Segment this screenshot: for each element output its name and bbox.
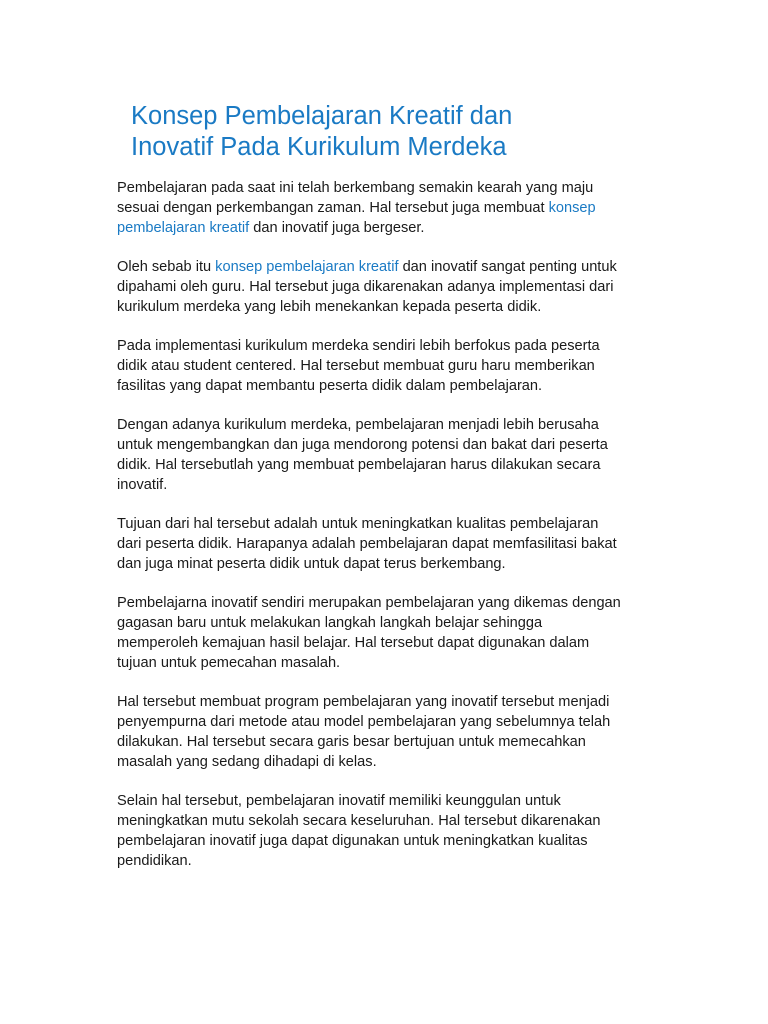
paragraph-line: tujuan untuk pemecahan masalah. <box>117 655 341 671</box>
paragraph-line: dilakukan. Hal tersebut secara garis besar bertujuan untuk memecahkan <box>117 734 586 750</box>
paragraph-line: Selain hal tersebut, pembelajaran inovatif memiliki keunggulan untuk <box>117 793 561 809</box>
paragraph-1-line-3 <box>117 218 687 238</box>
paragraph-6 <box>117 593 687 673</box>
title-line-2: Inovatif Pada Kurikulum Merdeka <box>131 133 507 161</box>
paragraph-line: dari peserta didik. Harapanya adalah pembelajaran dapat memfasilitasi bakat <box>117 536 617 552</box>
paragraph-line: Dengan adanya kurikulum merdeka, pembelajaran menjadi lebih berusaha <box>117 417 599 433</box>
paragraph-2-line-2: dipahami oleh guru. Hal tersebut juga dikarenakan adanya implementasi dari <box>117 279 614 295</box>
paragraph-1-line-1: Pembelajaran pada saat ini telah berkembang semakin kearah yang maju <box>117 180 594 196</box>
paragraph-line: pendidikan. <box>117 853 192 869</box>
paragraph-2 <box>117 257 687 317</box>
paragraph-1 <box>117 178 687 238</box>
paragraph-line: gagasan baru untuk melakukan langkah langkah belajar sehingga <box>117 615 543 631</box>
paragraph-2-line-1 <box>117 257 687 277</box>
paragraph-line: fasilitas yang dapat membantu peserta didik dalam pembelajaran. <box>117 378 543 394</box>
paragraph-line: Tujuan dari hal tersebut adalah untuk meningkatkan kualitas pembelajaran <box>117 516 599 532</box>
paragraph-line: masalah yang sedang dihadapi di kelas. <box>117 754 377 770</box>
paragraph-3 <box>117 336 687 396</box>
text-segment: sesuai dengan perkembangan zaman. Hal tersebut juga membuat <box>117 200 549 216</box>
text-segment: dan inovatif sangat penting untuk <box>398 259 617 275</box>
paragraph-2-line-3: kurikulum merdeka yang lebih menekankan kepada peserta didik. <box>117 299 542 315</box>
paragraph-line: pembelajaran inovatif juga dapat digunakan untuk meningkatkan kualitas <box>117 833 588 849</box>
paragraph-line: dan juga minat peserta didik untuk dapat terus berkembang. <box>117 556 506 572</box>
paragraph-8 <box>117 791 687 871</box>
paragraph-4 <box>117 415 687 495</box>
paragraph-line: didik. Hal tersebutlah yang membuat pembelajaran harus dilakukan secara <box>117 457 601 473</box>
paragraph-line: Hal tersebut membuat program pembelajaran yang inovatif tersebut menjadi <box>117 694 610 710</box>
paragraph-line: Pada implementasi kurikulum merdeka sendiri lebih berfokus pada peserta <box>117 338 600 354</box>
paragraph-1-line-2 <box>117 198 687 218</box>
paragraph-line: didik atau student centered. Hal tersebut membuat guru haru memberikan <box>117 358 595 374</box>
paragraph-line: penyempurna dari metode atau model pembelajaran yang sebelumnya telah <box>117 714 611 730</box>
paragraph-line: memperoleh kemajuan hasil belajar. Hal tersebut dapat digunakan dalam <box>117 635 590 651</box>
paragraph-7 <box>117 692 687 772</box>
link-konsep[interactable]: konsep <box>548 200 596 216</box>
page-title <box>131 101 731 163</box>
paragraph-5 <box>117 514 687 574</box>
paragraph-line: meningkatkan mutu sekolah secara keseluruhan. Hal tersebut dikarenakan <box>117 813 601 829</box>
article-body <box>117 178 687 890</box>
text-segment: Oleh sebab itu <box>117 259 216 275</box>
paragraph-line: Pembelajarna inovatif sendiri merupakan pembelajaran yang dikemas dengan <box>117 595 621 611</box>
paragraph-line: untuk mengembangkan dan juga mendorong potensi dan bakat dari peserta <box>117 437 608 453</box>
link-pembelajaran-kreatif[interactable]: pembelajaran kreatif <box>117 220 250 236</box>
paragraph-line: inovatif. <box>117 477 168 493</box>
title-line-1: Konsep Pembelajaran Kreatif dan <box>131 102 513 130</box>
link-konsep-pembelajaran-kreatif[interactable]: konsep pembelajaran kreatif <box>215 259 399 275</box>
text-segment: dan inovatif juga bergeser. <box>249 220 425 236</box>
